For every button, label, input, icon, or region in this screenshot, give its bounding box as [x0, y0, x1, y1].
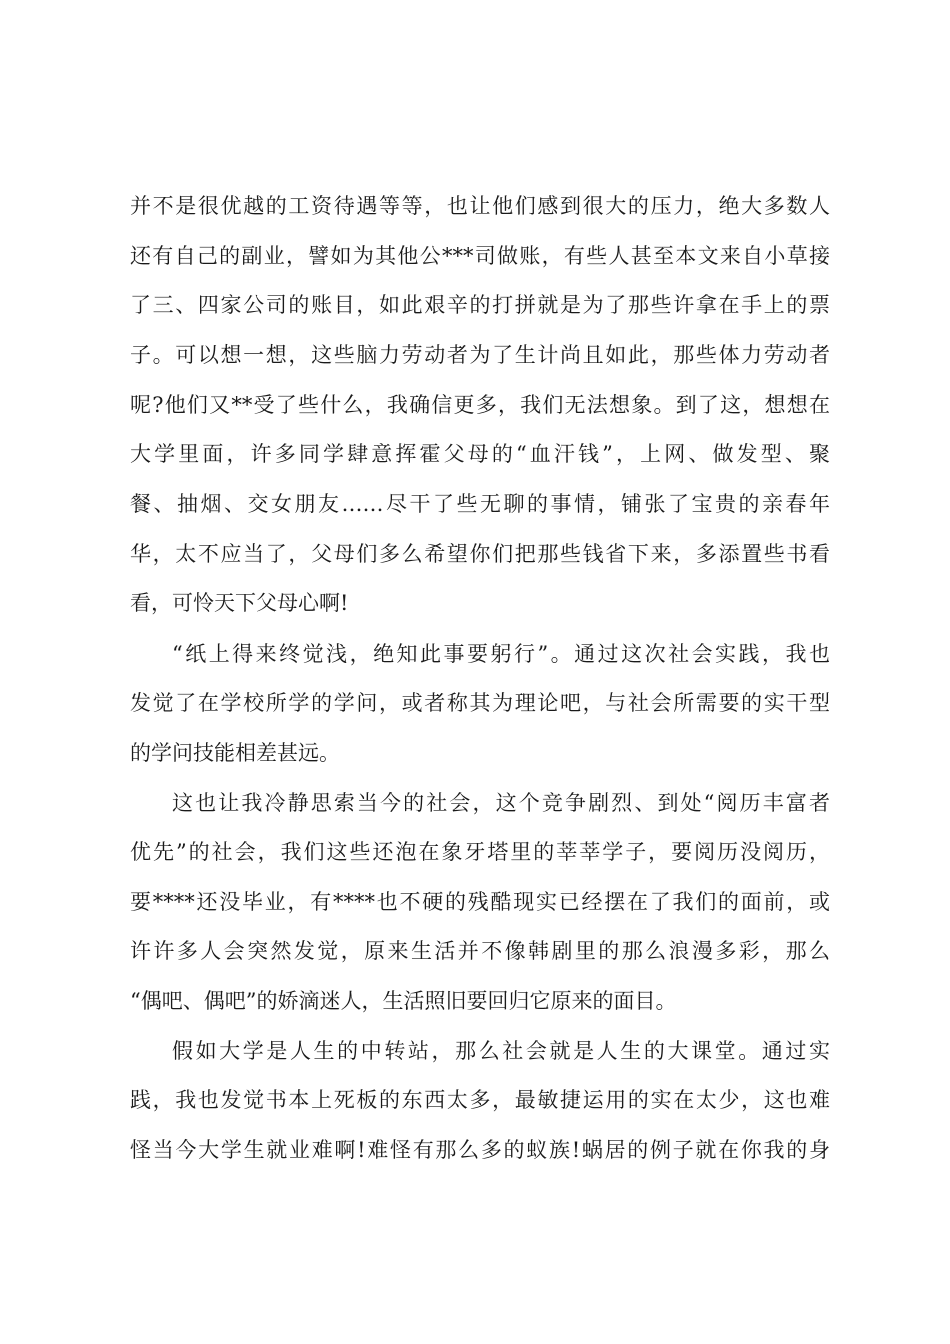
paragraph-1-line-9: 看，可怜天下父母心啊!	[130, 591, 349, 615]
paragraph-4-line-1: 假如大学是人生的中转站，那么社会就是人生的大课堂。通过实	[172, 1039, 830, 1063]
paragraph-3-line-2: 优先”的社会，我们这些还泡在象牙塔里的莘莘学子，要阅历没阅历，	[130, 840, 830, 864]
paragraph-4-line-2: 践，我也发觉书本上死板的东西太多，最敏捷运用的实在太少，这也难	[130, 1088, 830, 1112]
paragraph-2-line-2: 发觉了在学校所学的学问，或者称其为理论吧，与社会所需要的实干型	[130, 691, 830, 715]
paragraph-3-line-4: 许许多人会突然发觉，原来生活并不像韩剧里的那么浪漫多彩，那么	[130, 939, 830, 963]
paragraph-1-line-2: 还有自己的副业，譬如为其他公***司做账，有些人甚至本文来自小草接	[130, 244, 830, 268]
paragraph-1-line-5: 呢?他们又**受了些什么，我确信更多，我们无法想象。到了这，想想在	[130, 393, 830, 417]
paragraph-1-line-8: 华，太不应当了，父母们多么希望你们把那些钱省下来，多添置些书看	[130, 542, 830, 566]
paragraph-4-line-3: 怪当今大学生就业难啊!难怪有那么多的蚁族!蜗居的例子就在你我的身	[130, 1138, 830, 1162]
paragraph-2-line-1: “纸上得来终觉浅，绝知此事要躬行”。通过这次社会实践，我也	[172, 642, 830, 666]
paragraph-2-line-3: 的学问技能相差甚远。	[130, 741, 340, 765]
paragraph-3-line-1: 这也让我冷静思索当今的社会，这个竞争剧烈、到处“阅历丰富者	[172, 791, 830, 815]
paragraph-1-line-3: 了三、四家公司的账目，如此艰辛的打拼就是为了那些许拿在手上的票	[130, 293, 830, 317]
paragraph-1-line-1: 并不是很优越的工资待遇等等，也让他们感到很大的压力，绝大多数人	[130, 194, 830, 218]
paragraph-1-line-7: 餐、抽烟、交女朋友……尽干了些无聊的事情，铺张了宝贵的亲春年	[130, 492, 830, 516]
paragraph-3-line-5: “偶吧、偶吧”的娇滴迷人，生活照旧要回归它原来的面目。	[130, 989, 677, 1013]
paragraph-1-line-6: 大学里面，许多同学肆意挥霍父母的“血汗钱”，上网、做发型、聚	[130, 442, 830, 466]
paragraph-1-line-4: 子。可以想一想，这些脑力劳动者为了生计尚且如此，那些体力劳动者	[130, 343, 830, 367]
paragraph-3-line-3: 要****还没毕业，有****也不硬的残酷现实已经摆在了我们的面前，或	[130, 890, 830, 914]
